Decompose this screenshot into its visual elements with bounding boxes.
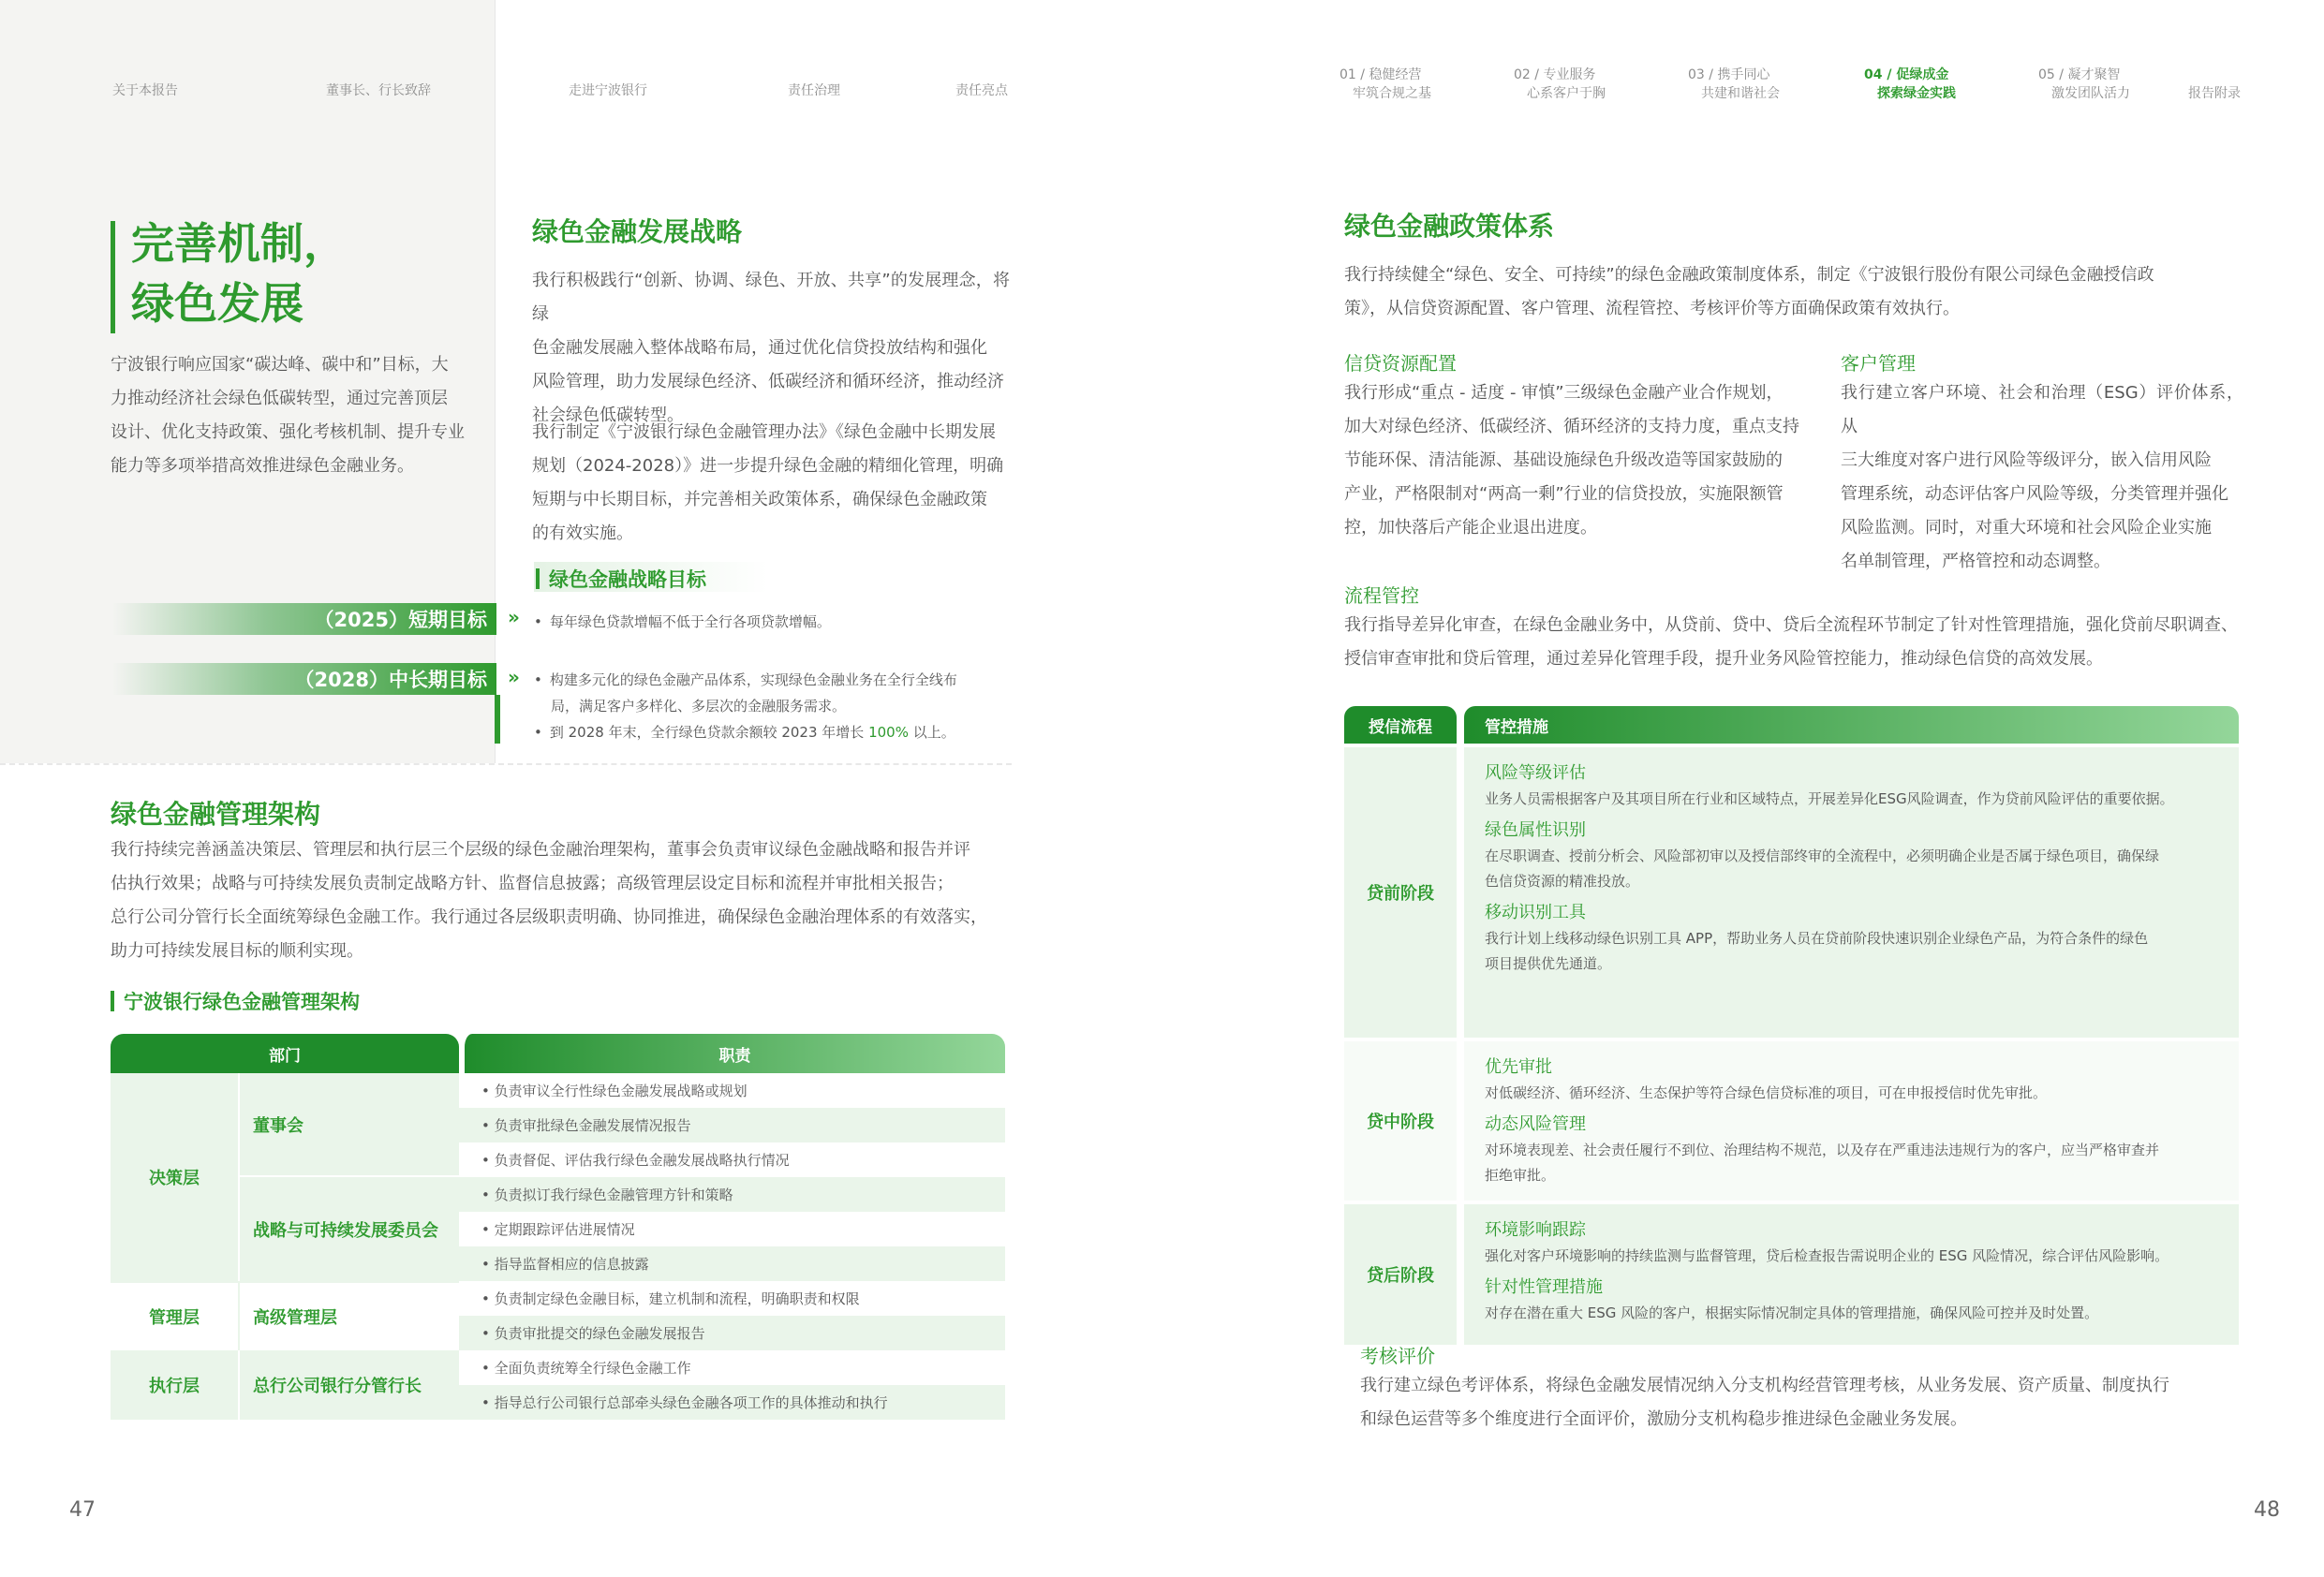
measure-desc: 强化对客户环境影响的持续监测与监督管理，贷后检查报告需说明企业的 ESG 风险情况，综合评估风险影响。 <box>1485 1247 2169 1264</box>
process-control-title: 流程管控 <box>1344 584 1419 607</box>
policy-title: 绿色金融政策体系 <box>1344 211 1555 242</box>
intro-line: 设计、优化支持政策、强化考核机制、提升专业 <box>111 422 465 442</box>
nav-chapter-05[interactable]: 05 / 凝才聚智 激发团队活力 <box>2038 67 2130 101</box>
duty-text: 负责制定绿色金融目标，建立机制和流程，明确职责和权限 <box>494 1290 860 1307</box>
nav-chapter-04[interactable]: 04 / 促绿成金 探索绿金实践 <box>1864 67 1956 101</box>
measures-in-loan <box>1464 1041 2239 1201</box>
goals-title: 绿色金融战略目标 <box>536 565 706 593</box>
table-row <box>111 1350 1005 1385</box>
col-header-duty: 职责 <box>459 1034 1005 1073</box>
measures-pre-loan <box>1464 747 2239 1038</box>
short-term-goal-label: （2025）短期目标 <box>112 603 496 635</box>
long-term-goal-label: （2028）中长期目标 <box>112 663 496 695</box>
table-row <box>111 1177 1005 1212</box>
measure-title: 环境影响跟踪 <box>1485 1220 1586 1240</box>
text-line: 色金融发展融入整体战略布局，通过优化信贷投放结构和强化 <box>532 338 987 358</box>
text-line: 短期与中长期目标，并完善相关政策体系，确保绿色金融政策 <box>532 490 987 509</box>
nav-chapter-line1: 凝才聚智 <box>2067 67 2121 82</box>
goal-highlight: 100% <box>868 724 909 741</box>
text-line: 控，加快落后产能企业退出进度。 <box>1344 518 1597 538</box>
text-line: 我行持续完善涵盖决策层、管理层和执行层三个层级的绿色金融治理架构，董事会负责审议绿色金融战略和报告并评 <box>111 840 970 860</box>
bullet-icon: • <box>481 1117 495 1134</box>
nav-chapter-line2: 探索绿金实践 <box>1877 86 1956 101</box>
nav-chapter-num: 01 <box>1340 67 1356 82</box>
text-line: 三大维度对客户进行风险等级评分，嵌入信用风险 <box>1841 450 2212 470</box>
duty-text: 全面负责统筹全行绿色金融工作 <box>494 1360 691 1377</box>
stage-post-loan: 贷后阶段 <box>1344 1204 1457 1345</box>
duty-text: 指导监督相应的信息披露 <box>494 1256 649 1273</box>
text-line: 我行形成“重点 - 适度 - 审慎”三级绿色金融产业合作规划， <box>1344 383 1784 403</box>
management-text <box>111 833 1010 968</box>
nav-chapter-line2: 牢筑合规之基 <box>1353 86 1431 101</box>
goal-text: 构建多元化的绿色金融产品体系，实现绿色金融业务在全行全线布 <box>549 671 957 688</box>
goal-text: 局，满足客户多样化、多层次的金融服务需求。 <box>551 698 847 715</box>
nav-chapter-line1: 携手同心 <box>1717 67 1770 82</box>
text-line: 名单制管理，严格管控和动态调整。 <box>1841 552 2110 571</box>
chevron-right-icon: » <box>508 666 520 688</box>
intro-line: 力推动经济社会绿色低碳转型，通过完善顶层 <box>111 389 448 408</box>
text-line: 总行公司分管行长全面统筹绿色金融工作。我行通过各层级职责明确、协同推进，确保绿色金融治理体系的有效落实， <box>111 907 987 927</box>
credit-allocation-title: 信贷资源配置 <box>1344 352 1457 375</box>
text-line: 我行建立客户环境、社会和治理（ESG）评价体系，从 <box>1841 383 2243 436</box>
bullet-icon: • <box>481 1221 495 1238</box>
measures-post-loan <box>1464 1204 2239 1345</box>
stage-pre-loan: 贷前阶段 <box>1344 747 1457 1038</box>
evaluation-text <box>1360 1369 2259 1437</box>
text-line: 我行积极践行“创新、协调、绿色、开放、共享”的发展理念，将绿 <box>532 271 1010 324</box>
bullet-icon: • <box>481 1256 495 1273</box>
long-term-goal-item <box>534 667 1012 745</box>
nav-chapter-line1: 稳健经营 <box>1369 67 1422 82</box>
duty-cell <box>459 1281 1005 1316</box>
duty-text: 指导总行公司银行总部牵头绿色金融各项工作的具体推动和执行 <box>494 1394 888 1411</box>
table-row <box>111 1073 1005 1108</box>
text-line: 我行指导差异化审查，在绿色金融业务中，从贷前、贷中、贷后全流程环节制定了针对性管理措施，强化贷前尽职调查、 <box>1344 615 2238 635</box>
column-divider <box>495 0 496 763</box>
page-number-right: 48 <box>2254 1498 2280 1522</box>
nav-governance[interactable]: 责任治理 <box>788 83 840 98</box>
text-line: 估执行效果；战略与可持续发展负责制定战略方针、监督信息披露；高级管理层设定目标和流程并审批相关报告； <box>111 874 954 893</box>
text-line: 风险管理，助力发展绿色经济、低碳经济和循环经济，推动经济 <box>532 372 1004 391</box>
text-line: 的有效实施。 <box>532 523 633 543</box>
bullet-icon: • <box>534 671 542 688</box>
nav-chapter-num: 05 <box>2038 67 2055 82</box>
measure-desc: 项目提供优先通道。 <box>1485 955 1612 972</box>
duty-cell <box>459 1385 1005 1420</box>
duty-cell <box>459 1073 1005 1108</box>
table-row <box>111 1281 1005 1316</box>
nav-chapter-line2: 激发团队活力 <box>2051 86 2130 101</box>
nav-chapter-num: 04 <box>1864 67 1883 82</box>
measure-title: 针对性管理措施 <box>1485 1277 1603 1297</box>
nav-chapter-01[interactable]: 01 / 稳健经营 牢筑合规之基 <box>1340 67 1431 101</box>
duty-cell <box>459 1246 1005 1281</box>
text-line: 我行持续健全“绿色、安全、可持续”的绿色金融政策制度体系，制定《宁波银行股份有限公司绿色金融授信政 <box>1344 265 2154 285</box>
nav-chapter-line2: 共建和谐社会 <box>1701 86 1780 101</box>
col-header-stage: 授信流程 <box>1344 706 1457 744</box>
duty-text: 负责拟订我行绿色金融管理方针和策略 <box>494 1186 733 1203</box>
measure-desc: 拒绝审批。 <box>1485 1167 1556 1184</box>
client-management-title: 客户管理 <box>1841 352 1916 375</box>
stage-in-loan: 贷中阶段 <box>1344 1041 1457 1201</box>
duty-text: 负责审批绿色金融发展情况报告 <box>494 1117 691 1134</box>
strategy-para1 <box>532 264 1010 433</box>
measure-title: 动态风险管理 <box>1485 1114 1586 1134</box>
text-line: 社会绿色低碳转型。 <box>532 405 684 425</box>
nav-chapter-03[interactable]: 03 / 携手同心 共建和谐社会 <box>1688 67 1780 101</box>
nav-chapter-line1: 专业服务 <box>1543 67 1596 82</box>
nav-appendix[interactable]: 报告附录 <box>2188 86 2241 101</box>
col-header-dept: 部门 <box>111 1034 459 1073</box>
measure-desc: 我行计划上线移动绿色识别工具 APP，帮助业务人员在贷前阶段快速识别企业绿色产品，为符合条件的绿色 <box>1485 930 2149 947</box>
intro-title <box>131 214 347 333</box>
nav-highlights[interactable]: 责任亮点 <box>955 83 1008 98</box>
org-table-title: 宁波银行绿色金融管理架构 <box>111 987 360 1015</box>
text-line: 规划（2024-2028）》进一步提升绿色金融的精细化管理，明确 <box>532 456 1004 476</box>
duty-cell <box>459 1316 1005 1350</box>
measure-title: 风险等级评估 <box>1485 763 1586 783</box>
unit-cell: 高级管理层 <box>240 1281 459 1350</box>
duty-cell <box>459 1212 1005 1246</box>
bullet-icon: • <box>481 1360 495 1377</box>
intro-title-line: 完善机制， <box>131 218 347 269</box>
bullet-icon: • <box>481 1186 495 1203</box>
bullet-icon: • <box>481 1083 495 1099</box>
duty-text: 定期跟踪评估进展情况 <box>494 1221 635 1238</box>
col-header-measure: 管控措施 <box>1464 706 2239 744</box>
text-line: 助力可持续发展目标的顺利实现。 <box>111 941 363 961</box>
policy-intro <box>1344 258 2243 326</box>
text-line: 策》，从信贷资源配置、客户管理、流程管控、考核评价等方面确保政策有效执行。 <box>1344 299 1960 318</box>
process-control-text <box>1344 609 2272 676</box>
bullet-icon: • <box>534 724 542 741</box>
duty-cell <box>459 1350 1005 1385</box>
short-term-goal-item <box>534 609 1012 635</box>
intro-title-line: 绿色发展 <box>131 278 303 329</box>
bullet-icon: • <box>481 1152 495 1169</box>
unit-cell: 董事会 <box>240 1073 459 1177</box>
level-cell: 决策层 <box>111 1073 240 1281</box>
nav-chapter-num: 03 <box>1688 67 1705 82</box>
measure-desc: 色信贷资源的精准投放。 <box>1485 873 1640 890</box>
goal-text: 到 2028 年末，全行绿色贷款余额较 2023 年增长 <box>549 724 869 741</box>
text-line: 我行制定《宁波银行绿色金融管理办法》《绿色金融中长期发展 <box>532 422 996 442</box>
text-line: 我行建立绿色考评体系，将绿色金融发展情况纳入分支机构经营管理考核，从业务发展、资产质量、制度执行 <box>1360 1376 2169 1395</box>
intro-line: 能力等多项举措高效推进绿色金融业务。 <box>111 456 414 476</box>
level-cell: 管理层 <box>111 1281 240 1350</box>
bullet-icon: • <box>481 1325 495 1342</box>
goal-accent-bar <box>495 695 500 744</box>
duty-cell <box>459 1142 1005 1177</box>
bullet-icon: • <box>481 1394 495 1411</box>
duty-text: 负责审批提交的绿色金融发展报告 <box>494 1325 705 1342</box>
chevron-right-icon: » <box>508 606 520 628</box>
intro-title-bar <box>111 221 115 333</box>
bullet-icon: • <box>534 613 542 630</box>
measure-title: 绿色属性识别 <box>1485 820 1586 840</box>
client-management-text <box>1841 376 2243 579</box>
text-line: 授信审查审批和贷后管理，通过差异化管理手段，提升业务风险管控能力，推动绿色信贷的高效发展。 <box>1344 649 2103 669</box>
management-title: 绿色金融管理架构 <box>111 799 321 830</box>
section-divider <box>0 763 1012 765</box>
text-line: 和绿色运营等多个维度进行全面评价，激励分支机构稳步推进绿色金融业务发展。 <box>1360 1409 1967 1429</box>
nav-chapter-02[interactable]: 02 / 专业服务 心系客户于胸 <box>1514 67 1606 101</box>
intro-text <box>111 348 466 483</box>
measure-desc: 对低碳经济、循环经济、生态保护等符合绿色信贷标准的项目，可在申报授信时优先审批。 <box>1485 1084 2048 1101</box>
bullet-icon: • <box>481 1290 495 1307</box>
org-table <box>111 1034 1005 1420</box>
nav-about-report[interactable]: 关于本报告 <box>112 83 178 98</box>
duty-cell <box>459 1108 1005 1142</box>
measure-desc: 业务人员需根据客户及其项目所在行业和区域特点，开展差异化ESG风险调查，作为贷前风险评估的重要依据。 <box>1485 790 2174 807</box>
nav-chairman-speech[interactable]: 董事长、行长致辞 <box>326 83 431 98</box>
evaluation-title: 考核评价 <box>1360 1345 1435 1367</box>
level-cell: 执行层 <box>111 1350 240 1420</box>
text-line: 风险监测。同时，对重大环境和社会风险企业实施 <box>1841 518 2212 538</box>
text-line: 管理系统，动态评估客户风险等级，分类管理并强化 <box>1841 484 2228 504</box>
text-line: 产业，严格限制对“两高一剩”行业的信贷投放，实施限额管 <box>1344 484 1784 504</box>
nav-about-bank[interactable]: 走进宁波银行 <box>569 83 647 98</box>
duty-text: 负责督促、评估我行绿色金融发展战略执行情况 <box>494 1152 790 1169</box>
text-line: 加大对绿色经济、低碳经济、循环经济的支持力度，重点支持 <box>1344 417 1799 436</box>
unit-cell: 战略与可持续发展委员会 <box>240 1177 459 1281</box>
measure-desc: 对环境表现差、社会责任履行不到位、治理结构不规范，以及存在严重违法违规行为的客户，应当严格审查并 <box>1485 1142 2160 1158</box>
strategy-para2 <box>532 416 1010 551</box>
text-line: 节能环保、清洁能源、基础设施绿色升级改造等国家鼓励的 <box>1344 450 1783 470</box>
duty-cell <box>459 1177 1005 1212</box>
unit-cell: 总行公司银行分管行长 <box>240 1350 459 1420</box>
page-number-left: 47 <box>69 1498 96 1522</box>
intro-line: 宁波银行响应国家“碳达峰、碳中和”目标，大 <box>111 355 449 375</box>
strategy-title: 绿色金融发展战略 <box>532 216 743 247</box>
goal-text: 每年绿色贷款增幅不低于全行各项贷款增幅。 <box>549 613 831 630</box>
measure-desc: 对存在潜在重大 ESG 风险的客户，根据实际情况制定具体的管理措施，确保风险可控并及时处置。 <box>1485 1304 2099 1321</box>
nav-chapter-num: 02 <box>1514 67 1531 82</box>
nav-chapter-line1: 促绿成金 <box>1896 67 1949 82</box>
nav-chapter-line2: 心系客户于胸 <box>1527 86 1606 101</box>
measure-title: 优先审批 <box>1485 1057 1552 1077</box>
goal-text: 以上。 <box>908 724 955 741</box>
duty-text: 负责审议全行性绿色金融发展战略或规划 <box>494 1083 748 1099</box>
credit-allocation-text <box>1344 376 1813 545</box>
measure-desc: 在尽职调查、授前分析会、风险部初审以及授信部终审的全流程中，必须明确企业是否属于绿色项目，确保绿 <box>1485 847 2160 864</box>
measure-title: 移动识别工具 <box>1485 903 1586 922</box>
